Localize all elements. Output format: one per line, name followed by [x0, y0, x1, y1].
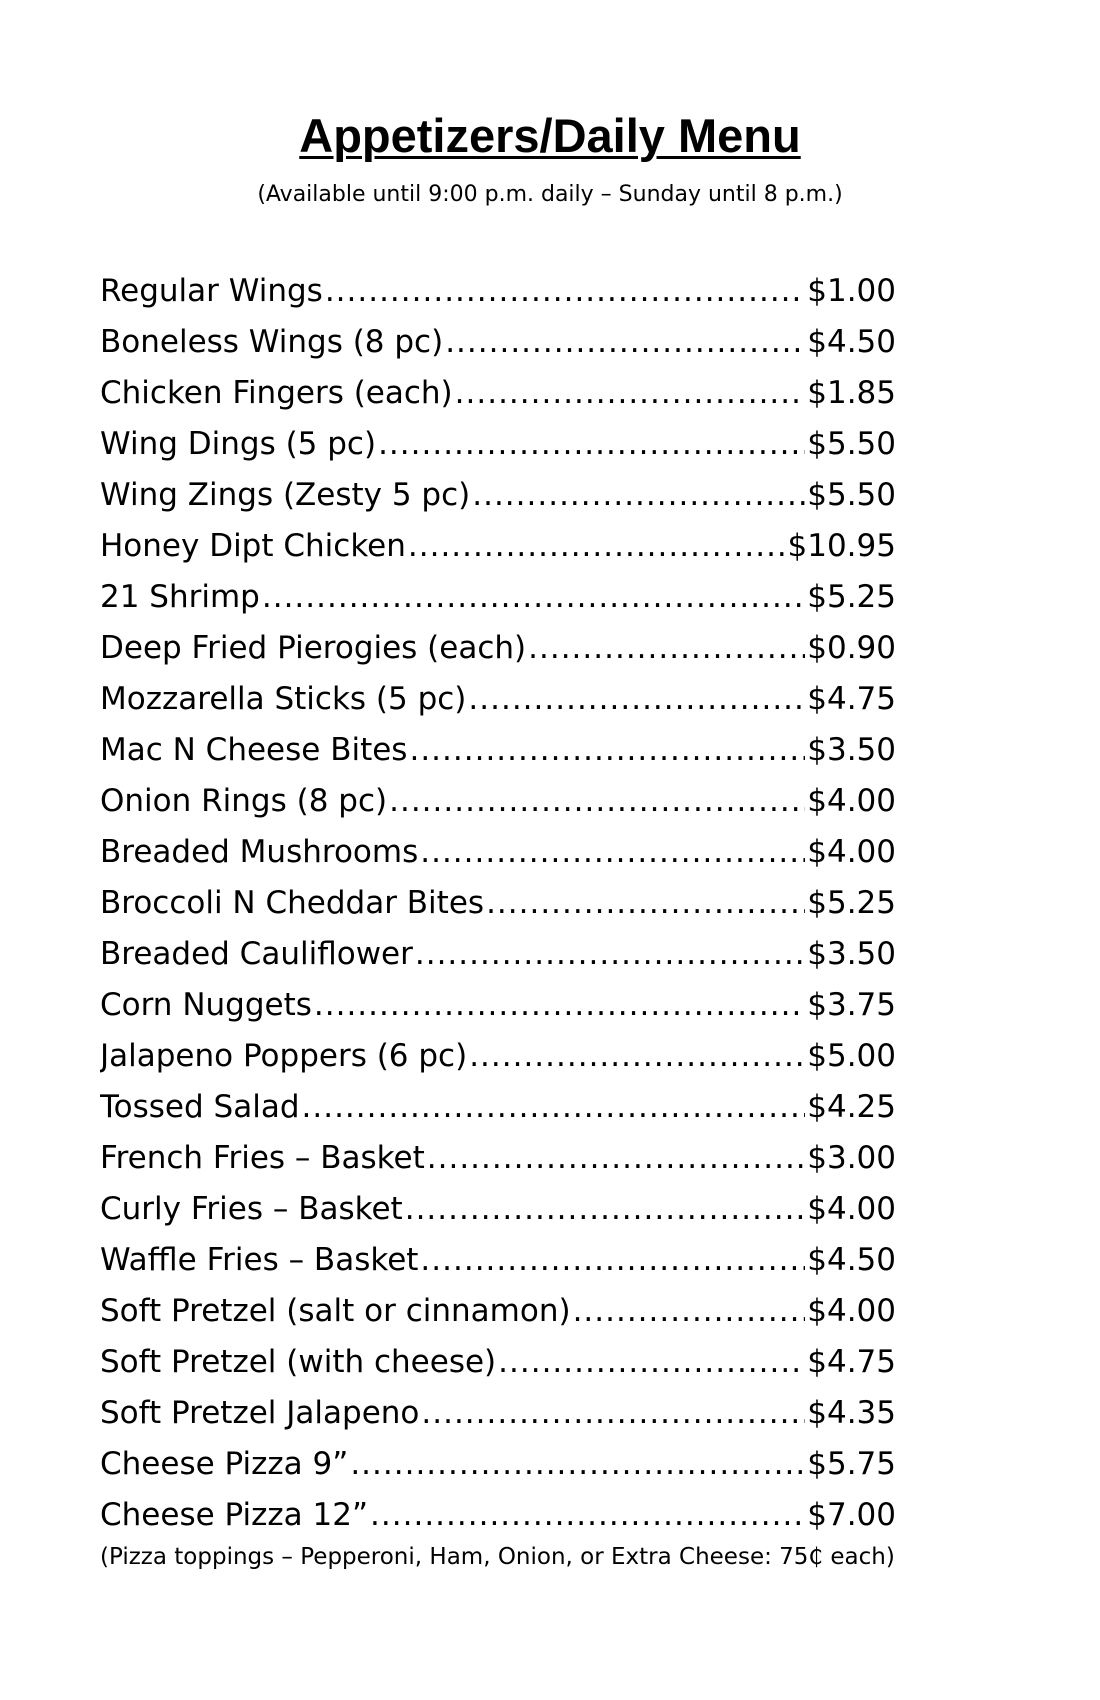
dot-leader: [420, 827, 805, 878]
menu-item: [100, 878, 896, 929]
item-price: $4.75: [807, 1344, 896, 1380]
item-price: $1.85: [807, 375, 896, 411]
menu-item: [100, 521, 896, 572]
dot-leader: [573, 1286, 806, 1337]
menu-item: [100, 1133, 896, 1184]
item-name: Cheese Pizza 12”: [100, 1497, 369, 1533]
menu-item: [100, 776, 896, 827]
item-price: $3.50: [807, 732, 896, 768]
item-price: $10.95: [787, 528, 896, 564]
dot-leader: [420, 1235, 805, 1286]
dot-leader: [409, 725, 805, 776]
item-name: Boneless Wings (8 pc): [100, 324, 444, 360]
menu-item: [100, 266, 896, 317]
item-name: Regular Wings: [100, 273, 323, 309]
menu-item: [100, 572, 896, 623]
item-name: Mac N Cheese Bites: [100, 732, 408, 768]
menu-item: [100, 674, 896, 725]
item-price: $4.50: [807, 324, 896, 360]
dot-leader: [469, 1031, 805, 1082]
item-price: $4.75: [807, 681, 896, 717]
item-price: $5.50: [807, 426, 896, 462]
menu-item: [100, 419, 896, 470]
item-name: Mozzarella Sticks (5 pc): [100, 681, 467, 717]
item-price: $0.90: [807, 630, 896, 666]
menu-item: [100, 1286, 896, 1337]
menu-item: [100, 725, 896, 776]
item-name: Soft Pretzel (with cheese): [100, 1344, 497, 1380]
dot-leader: [427, 1133, 805, 1184]
menu-item: [100, 1082, 896, 1133]
item-price: $3.50: [807, 936, 896, 972]
dot-leader: [421, 1388, 805, 1439]
item-name: Breaded Cauliflower: [100, 936, 413, 972]
dot-leader: [472, 470, 805, 521]
pizza-toppings-note: (Pizza toppings – Pepperoni, Ham, Onion, or Extra Cheese: 75₵ each): [100, 1544, 895, 1570]
dot-leader: [350, 1439, 805, 1490]
menu-item: [100, 827, 896, 878]
menu-item: [100, 1235, 896, 1286]
menu-item: [100, 470, 896, 521]
menu-list: [100, 266, 896, 1541]
item-price: $7.00: [807, 1497, 896, 1533]
item-price: $5.25: [807, 579, 896, 615]
item-price: $4.35: [807, 1395, 896, 1431]
dot-leader: [468, 674, 805, 725]
dot-leader: [408, 521, 786, 572]
item-price: $4.00: [807, 1293, 896, 1329]
item-name: Breaded Mushrooms: [100, 834, 419, 870]
item-name: French Fries – Basket: [100, 1140, 425, 1176]
dot-leader: [325, 266, 805, 317]
dot-leader: [262, 572, 805, 623]
item-name: Tossed Salad: [100, 1089, 300, 1125]
dot-leader: [415, 929, 805, 980]
menu-item: [100, 929, 896, 980]
item-name: Soft Pretzel Jalapeno: [100, 1395, 420, 1431]
menu-item: [100, 1337, 896, 1388]
item-name: Honey Dipt Chicken: [100, 528, 406, 564]
dot-leader: [528, 623, 805, 674]
item-name: Cheese Pizza 9”: [100, 1446, 349, 1482]
menu-item: [100, 980, 896, 1031]
item-price: $5.25: [807, 885, 896, 921]
menu-item: [100, 1490, 896, 1541]
item-name: Onion Rings (8 pc): [100, 783, 388, 819]
dot-leader: [302, 1082, 806, 1133]
item-name: Curly Fries – Basket: [100, 1191, 403, 1227]
item-name: Deep Fried Pierogies (each): [100, 630, 527, 666]
item-name: Waffle Fries – Basket: [100, 1242, 419, 1278]
item-name: Wing Dings (5 pc): [100, 426, 377, 462]
item-name: Corn Nuggets: [100, 987, 312, 1023]
dot-leader: [314, 980, 805, 1031]
item-name: Broccoli N Cheddar Bites: [100, 885, 485, 921]
item-price: $4.00: [807, 834, 896, 870]
item-name: 21 Shrimp: [100, 579, 260, 615]
item-price: $1.00: [807, 273, 896, 309]
item-name: Chicken Fingers (each): [100, 375, 453, 411]
item-name: Wing Zings (Zesty 5 pc): [100, 477, 471, 513]
item-name: Soft Pretzel (salt or cinnamon): [100, 1293, 571, 1329]
item-price: $4.25: [807, 1089, 896, 1125]
dot-leader: [498, 1337, 805, 1388]
dot-leader: [389, 776, 805, 827]
menu-item: [100, 1439, 896, 1490]
menu-item: [100, 317, 896, 368]
menu-item: [100, 623, 896, 674]
item-price: $4.00: [807, 1191, 896, 1227]
dot-leader: [486, 878, 805, 929]
dot-leader: [378, 419, 805, 470]
item-price: $3.00: [807, 1140, 896, 1176]
item-price: $3.75: [807, 987, 896, 1023]
menu-item: [100, 368, 896, 419]
dot-leader: [370, 1490, 805, 1541]
item-price: $5.75: [807, 1446, 896, 1482]
dot-leader: [445, 317, 805, 368]
item-price: $4.50: [807, 1242, 896, 1278]
dot-leader: [405, 1184, 806, 1235]
menu-item: [100, 1031, 896, 1082]
dot-leader: [455, 368, 806, 419]
item-name: Jalapeno Poppers (6 pc): [100, 1038, 468, 1074]
item-price: $5.50: [807, 477, 896, 513]
item-price: $5.00: [807, 1038, 896, 1074]
availability-note: (Available until 9:00 p.m. daily – Sunday until 8 p.m.): [257, 182, 843, 207]
item-price: $4.00: [807, 783, 896, 819]
menu-item: [100, 1184, 896, 1235]
menu-item: [100, 1388, 896, 1439]
page-title: Appetizers/Daily Menu: [299, 109, 801, 162]
